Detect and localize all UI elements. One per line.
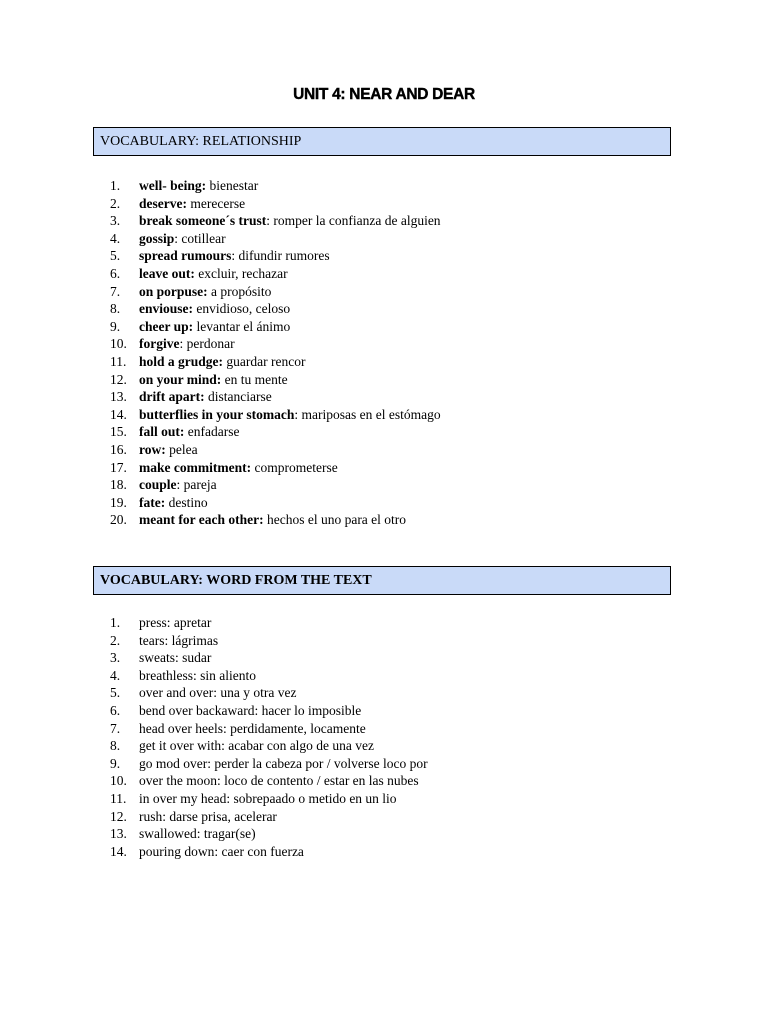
item-number: 15. — [110, 424, 127, 440]
list-item — [110, 195, 441, 213]
item-number: 4. — [110, 667, 121, 683]
item-number: 6. — [110, 702, 121, 718]
item-number: 12. — [110, 808, 127, 824]
item-number: 8. — [110, 301, 121, 317]
vocab-term: fall out: — [139, 424, 185, 440]
vocab-term: enviouse: — [139, 301, 193, 317]
relationship-vocab-list — [110, 177, 441, 529]
item-number: 11. — [110, 790, 127, 806]
item-number: 5. — [110, 248, 121, 264]
separator: : — [174, 230, 182, 246]
vocab-term: on your mind: — [139, 371, 222, 387]
page-title: UNIT 4: NEAR AND DEAR — [293, 86, 475, 103]
list-item — [110, 702, 428, 720]
list-item — [110, 511, 441, 529]
vocab-definition: envidioso, celoso — [196, 301, 291, 317]
vocab-definition: pareja — [183, 477, 217, 493]
vocab-term: deserve: — [139, 195, 187, 211]
item-number: 2. — [110, 195, 121, 211]
separator: : — [176, 477, 184, 493]
vocab-term: drift apart: — [139, 389, 205, 405]
list-item — [110, 632, 428, 650]
item-number: 2. — [110, 632, 121, 648]
vocab-term: couple — [139, 477, 177, 493]
vocab-definition: mariposas en el estómago — [301, 406, 441, 422]
list-item — [110, 353, 441, 371]
vocab-term: make commitment: — [139, 459, 252, 475]
item-number: 10. — [110, 336, 127, 352]
vocab-definition: merecerse — [190, 195, 246, 211]
list-item — [110, 649, 428, 667]
vocab-definition: comprometerse — [254, 459, 338, 475]
vocab-term: break someone´s trust — [139, 213, 267, 229]
vocab-term: butterflies in your stomach — [139, 406, 295, 422]
vocab-entry: rush: darse prisa, acelerar — [139, 808, 277, 824]
list-item — [110, 843, 428, 861]
item-number: 14. — [110, 843, 127, 859]
vocab-definition: levantar el ánimo — [196, 318, 291, 334]
list-item — [110, 177, 441, 195]
list-item — [110, 423, 441, 441]
vocab-definition: en tu mente — [224, 371, 288, 387]
vocab-definition: guardar rencor — [226, 353, 306, 369]
vocab-entry: get it over with: acabar con algo de una vez — [139, 738, 375, 754]
item-number: 1. — [110, 178, 121, 193]
vocab-entry: over and over: una y otra vez — [139, 685, 297, 701]
item-number: 9. — [110, 755, 121, 771]
list-item — [110, 667, 428, 685]
vocab-entry: swallowed: tragar(se) — [139, 826, 256, 842]
vocab-term: fate: — [139, 494, 166, 510]
list-item — [110, 230, 441, 248]
list-item — [110, 737, 428, 755]
vocab-entry: in over my head: sobrepaado o metido en un lio — [139, 790, 397, 806]
list-item — [110, 614, 428, 632]
vocab-definition: a propósito — [211, 283, 272, 299]
vocab-entry: breathless: sin aliento — [139, 667, 256, 683]
item-number: 3. — [110, 213, 121, 229]
vocab-entry: tears: lágrimas — [139, 632, 219, 648]
list-item — [110, 371, 441, 389]
list-item — [110, 720, 428, 738]
item-number: 13. — [110, 389, 127, 405]
vocab-definition: bienestar — [209, 178, 259, 193]
vocab-definition: perdonar — [186, 336, 235, 352]
item-number: 16. — [110, 441, 127, 457]
vocab-term: forgive — [139, 336, 180, 352]
vocab-entry: head over heels: perdidamente, locamente — [139, 720, 366, 736]
vocab-term: cheer up: — [139, 318, 194, 334]
list-item — [110, 318, 441, 336]
item-number: 11. — [110, 353, 127, 369]
vocab-definition: hechos el uno para el otro — [266, 512, 407, 528]
vocab-term: hold a grudge: — [139, 353, 224, 369]
item-number: 6. — [110, 265, 121, 281]
item-number: 3. — [110, 650, 121, 666]
vocab-definition: distanciarse — [207, 389, 272, 405]
vocab-term: spread rumours — [139, 248, 232, 264]
vocab-term: well- being: — [139, 178, 207, 193]
item-number: 18. — [110, 477, 127, 493]
item-number: 4. — [110, 230, 121, 246]
vocab-definition: difundir rumores — [238, 248, 330, 264]
list-item — [110, 825, 428, 843]
list-item — [110, 459, 441, 477]
item-number: 20. — [110, 512, 127, 528]
text-vocab-list — [110, 614, 428, 860]
list-item — [110, 283, 441, 301]
list-item — [110, 441, 441, 459]
separator: : — [294, 406, 302, 422]
list-item — [110, 388, 441, 406]
vocab-term: meant for each other: — [139, 512, 264, 528]
vocab-definition: cotillear — [181, 230, 226, 246]
item-number: 7. — [110, 720, 121, 736]
item-number: 7. — [110, 283, 121, 299]
item-number: 10. — [110, 773, 127, 789]
item-number: 14. — [110, 406, 127, 422]
list-item — [110, 755, 428, 773]
item-number: 8. — [110, 738, 121, 754]
list-item — [110, 265, 441, 283]
list-item — [110, 406, 441, 424]
vocab-term: gossip — [139, 230, 175, 246]
list-item — [110, 476, 441, 494]
separator: : — [231, 248, 239, 264]
item-number: 9. — [110, 318, 121, 334]
list-item — [110, 772, 428, 790]
vocab-definition: pelea — [169, 441, 198, 457]
section-heading-relationship: VOCABULARY: RELATIONSHIP — [93, 127, 671, 156]
list-item — [110, 684, 428, 702]
vocab-definition: destino — [168, 494, 208, 510]
vocab-entry: press: apretar — [139, 615, 212, 630]
item-number: 5. — [110, 685, 121, 701]
vocab-definition: excluir, rechazar — [198, 265, 288, 281]
vocab-entry: go mod over: perder la cabeza por / volverse loco por — [139, 755, 428, 771]
list-item — [110, 247, 441, 265]
list-item — [110, 790, 428, 808]
vocab-entry: sweats: sudar — [139, 650, 212, 666]
item-number: 17. — [110, 459, 127, 475]
list-item — [110, 494, 441, 512]
list-item — [110, 300, 441, 318]
vocab-entry: over the moon: loco de contento / estar en las nubes — [139, 773, 419, 789]
separator: : — [266, 213, 274, 229]
vocab-term: leave out: — [139, 265, 195, 281]
vocab-term: on porpuse: — [139, 283, 208, 299]
vocab-term: row: — [139, 441, 166, 457]
list-item — [110, 212, 441, 230]
vocab-definition: enfadarse — [187, 424, 240, 440]
vocab-entry: bend over backaward: hacer lo imposible — [139, 702, 362, 718]
item-number: 1. — [110, 615, 121, 630]
item-number: 13. — [110, 826, 127, 842]
item-number: 12. — [110, 371, 127, 387]
list-item — [110, 808, 428, 826]
separator: : — [179, 336, 187, 352]
vocab-definition: romper la confianza de alguien — [273, 213, 441, 229]
section-heading-word-from-text: VOCABULARY: WORD FROM THE TEXT — [93, 566, 671, 595]
vocab-entry: pouring down: caer con fuerza — [139, 843, 304, 859]
list-item — [110, 335, 441, 353]
item-number: 19. — [110, 494, 127, 510]
